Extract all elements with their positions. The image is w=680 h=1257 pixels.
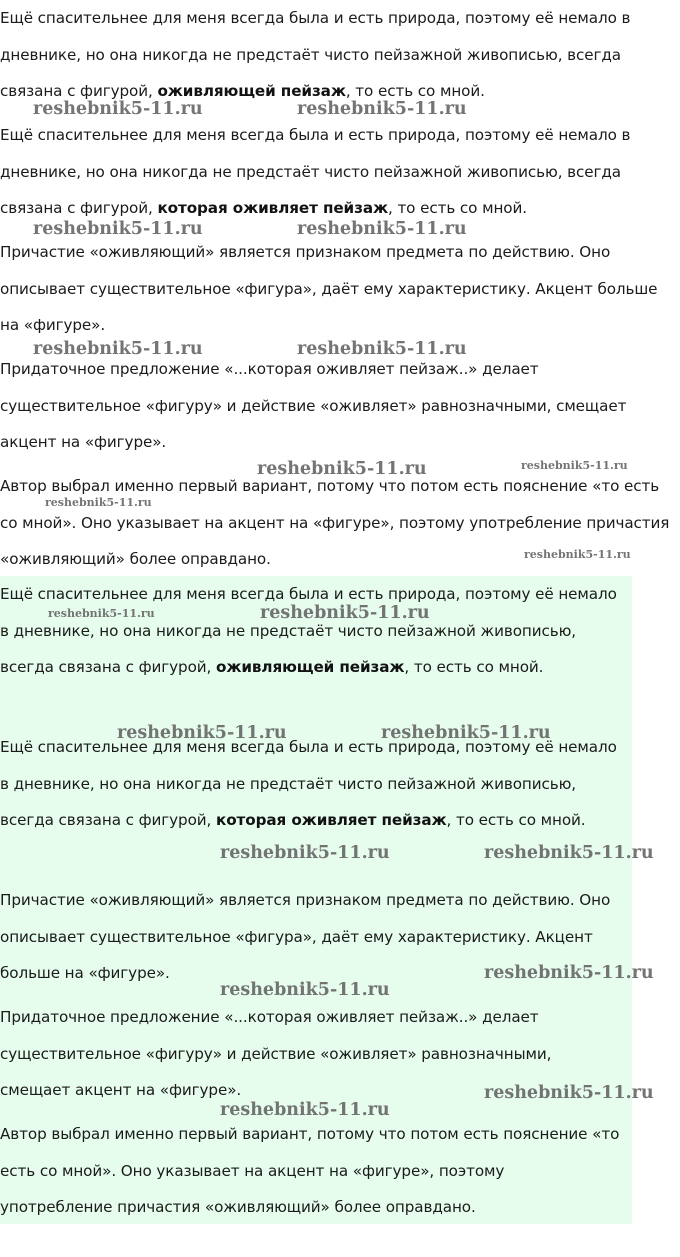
paragraph-sentence-participle: Ещё спасительнее для меня всегда была и есть природа, поэтому её немало в дневнике, но она никогда не предстаёт чисто пейзажной живописью, всегда связана с фигурой, оживляющей пейзаж, то есть со мной. <box>0 585 617 676</box>
watermark: reshebnik5-11.ru <box>297 99 467 119</box>
bold-participle-phrase: оживляющей пейзаж <box>216 658 405 676</box>
watermark: reshebnik5-11.ru <box>484 1083 654 1103</box>
paragraph-clause-explanation: Придаточное предложение «...которая оживляет пейзаж..» делает существительное «фигуру» и действие «оживляет» равнозначными, смещает акцент на «фигуре». <box>0 1008 552 1099</box>
watermark: reshebnik5-11.ru <box>48 607 155 620</box>
watermark: reshebnik5-11.ru <box>117 723 287 743</box>
answer-text-highlighted <box>0 576 632 1224</box>
watermark: reshebnik5-11.ru <box>524 548 631 561</box>
watermark: reshebnik5-11.ru <box>45 496 152 509</box>
watermark: reshebnik5-11.ru <box>297 219 467 239</box>
paragraph-clause-explanation: Придаточное предложение «...которая оживляет пейзаж..» делает существительное «фигуру» и действие «оживляет» равнозначными, смещает акцент на «фигуре». <box>0 360 627 451</box>
bold-subordinate-clause: которая оживляет пейзаж <box>157 199 388 217</box>
watermark: reshebnik5-11.ru <box>33 219 203 239</box>
watermark: reshebnik5-11.ru <box>484 963 654 983</box>
watermark: reshebnik5-11.ru <box>297 339 467 359</box>
paragraph-conclusion: Автор выбрал именно первый вариант, потому что потом есть пояснение «то есть со мной». Оно указывает на акцент на «фигуре», поэтому употребление причастия «оживляющий» более оправдано. <box>0 1125 620 1216</box>
watermark: reshebnik5-11.ru <box>220 1100 390 1120</box>
paragraph-participle-explanation: Причастие «оживляющий» является признаком предмета по действию. Оно описывает существительное «фигура», даёт ему характеристику. Акцент больше на «фигуре». <box>0 243 658 334</box>
paragraph-participle-explanation: Причастие «оживляющий» является признаком предмета по действию. Оно описывает существительное «фигура», даёт ему характеристику. Акцент больше на «фигуре». <box>0 891 611 982</box>
watermark: reshebnik5-11.ru <box>381 723 551 743</box>
bold-subordinate-clause: которая оживляет пейзаж <box>216 811 447 829</box>
watermark: reshebnik5-11.ru <box>484 843 654 863</box>
watermark: reshebnik5-11.ru <box>220 843 390 863</box>
watermark: reshebnik5-11.ru <box>33 339 203 359</box>
watermark: reshebnik5-11.ru <box>257 459 427 479</box>
watermark: reshebnik5-11.ru <box>33 99 203 119</box>
paragraph-sentence-clause: Ещё спасительнее для меня всегда была и есть природа, поэтому её немало в дневнике, но она никогда не предстаёт чисто пейзажной живописью, всегда связана с фигурой, которая оживляет пейзаж, то есть со мной. <box>0 738 617 829</box>
paragraph-sentence-participle: Ещё спасительнее для меня всегда была и есть природа, поэтому её немало в дневнике, но она никогда не предстаёт чисто пейзажной живописью, всегда связана с фигурой, оживляющей пейзаж, то есть со мной. <box>0 9 631 100</box>
bold-participle-phrase: оживляющей пейзаж <box>157 82 346 100</box>
paragraph-sentence-clause: Ещё спасительнее для меня всегда была и есть природа, поэтому её немало в дневнике, но она никогда не предстаёт чисто пейзажной живописью, всегда связана с фигурой, которая оживляет пейзаж, то есть со мной. <box>0 126 631 217</box>
paragraph-conclusion: Автор выбрал именно первый вариант, потому что потом есть пояснение «то есть со мной». Оно указывает на акцент на «фигуре», поэтому употребление причастия «оживляющий» более оправдано. <box>0 477 670 568</box>
watermark: reshebnik5-11.ru <box>521 459 628 472</box>
watermark: reshebnik5-11.ru <box>220 980 390 1000</box>
watermark: reshebnik5-11.ru <box>260 603 430 623</box>
